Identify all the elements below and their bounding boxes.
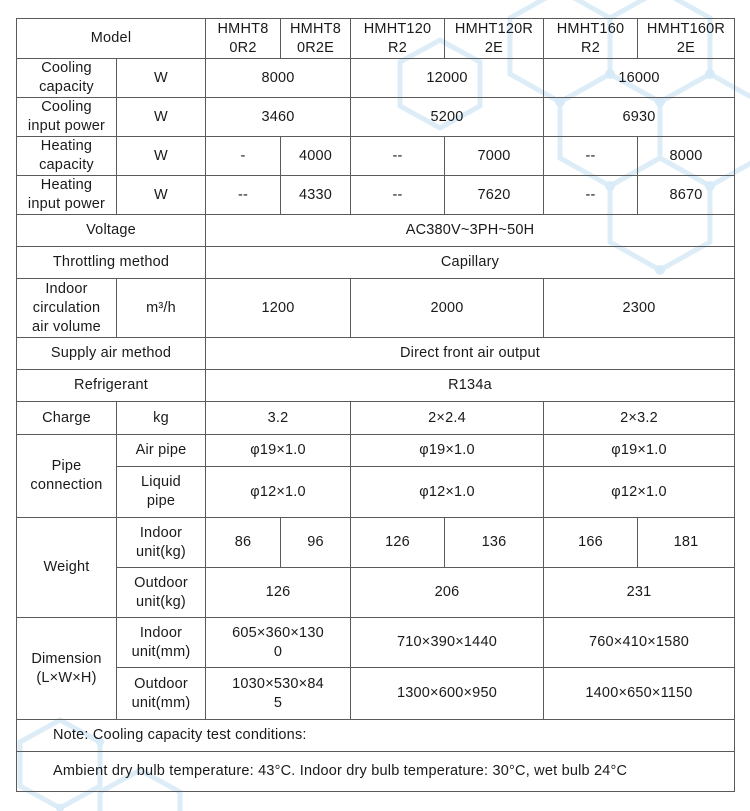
row-label: Heating capacity	[17, 137, 117, 176]
unit-label: W	[117, 137, 206, 176]
value-cell: 181	[638, 518, 735, 568]
value-cell: 2300	[544, 279, 735, 338]
charge-row	[17, 402, 735, 435]
model-label: Model	[17, 19, 206, 59]
value-cell: Direct front air output	[206, 338, 735, 370]
value-cell: --	[544, 137, 638, 176]
row-label: Pipe connection	[17, 435, 117, 518]
row-label: Supply air method	[17, 338, 206, 370]
value-cell: 126	[206, 568, 351, 618]
value-cell: 7620	[445, 176, 544, 215]
row-label: Voltage	[17, 215, 206, 247]
value-cell: 3460	[206, 98, 351, 137]
value-cell: 760×410×1580	[544, 618, 735, 668]
row-label: Heating input power	[17, 176, 117, 215]
value-cell: 12000	[351, 59, 544, 98]
sub-label: Indoor unit(kg)	[117, 518, 206, 568]
value-cell: 1300×600×950	[351, 668, 544, 720]
row-label: Cooling input power	[17, 98, 117, 137]
cooling-input-row	[17, 98, 735, 137]
value-cell: 1200	[206, 279, 351, 338]
value-cell: --	[544, 176, 638, 215]
value-cell: 605×360×130 0	[206, 618, 351, 668]
value-cell: --	[206, 176, 281, 215]
value-cell: AC380V~3PH~50H	[206, 215, 735, 247]
dimension-outdoor-row	[17, 668, 735, 720]
note-text: Note: Cooling capacity test conditions:	[17, 720, 735, 752]
pipe-liquid-row	[17, 467, 735, 518]
value-cell: 8000	[638, 137, 735, 176]
refrigerant-row	[17, 370, 735, 402]
indoor-air-volume-row	[17, 279, 735, 338]
value-cell: 16000	[544, 59, 735, 98]
value-cell: φ19×1.0	[351, 435, 544, 467]
value-cell: φ12×1.0	[206, 467, 351, 518]
weight-outdoor-row	[17, 568, 735, 618]
unit-label: W	[117, 98, 206, 137]
value-cell: 8000	[206, 59, 351, 98]
note-row	[17, 720, 735, 752]
row-label: Dimension (L×W×H)	[17, 618, 117, 720]
value-cell: -	[206, 137, 281, 176]
value-cell: 8670	[638, 176, 735, 215]
sub-label: Liquid pipe	[117, 467, 206, 518]
note-conditions-text: Ambient dry bulb temperature: 43°C. Indoor dry bulb temperature: 30°C, wet bulb 24°C	[17, 752, 735, 792]
value-cell: --	[351, 176, 445, 215]
sub-label: Air pipe	[117, 435, 206, 467]
sub-label: Outdoor unit(mm)	[117, 668, 206, 720]
value-cell: φ19×1.0	[544, 435, 735, 467]
model-name: HMHT120 R2	[351, 19, 445, 59]
unit-label: W	[117, 59, 206, 98]
row-label: Cooling capacity	[17, 59, 117, 98]
model-name: HMHT8 0R2	[206, 19, 281, 59]
model-name: HMHT160 R2	[544, 19, 638, 59]
specification-table	[16, 18, 735, 792]
dimension-indoor-row	[17, 618, 735, 668]
row-label: Indoor circulation air volume	[17, 279, 117, 338]
value-cell: 166	[544, 518, 638, 568]
value-cell: 1400×650×1150	[544, 668, 735, 720]
note-conditions-row	[17, 752, 735, 792]
value-cell: 2×3.2	[544, 402, 735, 435]
sub-label: Outdoor unit(kg)	[117, 568, 206, 618]
model-name: HMHT160R 2E	[638, 19, 735, 59]
value-cell: --	[351, 137, 445, 176]
row-label: Weight	[17, 518, 117, 618]
row-label: Charge	[17, 402, 117, 435]
value-cell: 1030×530×84 5	[206, 668, 351, 720]
value-cell: φ12×1.0	[351, 467, 544, 518]
value-cell: 7000	[445, 137, 544, 176]
value-cell: 206	[351, 568, 544, 618]
throttling-row	[17, 247, 735, 279]
value-cell: 126	[351, 518, 445, 568]
supply-air-row	[17, 338, 735, 370]
weight-indoor-row	[17, 518, 735, 568]
model-name: HMHT8 0R2E	[281, 19, 351, 59]
pipe-air-row	[17, 435, 735, 467]
value-cell: 5200	[351, 98, 544, 137]
value-cell: 710×390×1440	[351, 618, 544, 668]
value-cell: R134a	[206, 370, 735, 402]
heating-input-row	[17, 176, 735, 215]
value-cell: 231	[544, 568, 735, 618]
value-cell: 4000	[281, 137, 351, 176]
value-cell: 96	[281, 518, 351, 568]
cooling-capacity-row	[17, 59, 735, 98]
value-cell: φ19×1.0	[206, 435, 351, 467]
value-cell: 4330	[281, 176, 351, 215]
value-cell: 6930	[544, 98, 735, 137]
model-row	[17, 19, 735, 59]
sub-label: Indoor unit(mm)	[117, 618, 206, 668]
row-label: Refrigerant	[17, 370, 206, 402]
model-name: HMHT120R 2E	[445, 19, 544, 59]
value-cell: 86	[206, 518, 281, 568]
value-cell: Capillary	[206, 247, 735, 279]
row-label: Throttling method	[17, 247, 206, 279]
value-cell: 2×2.4	[351, 402, 544, 435]
unit-label: m³/h	[117, 279, 206, 338]
unit-label: W	[117, 176, 206, 215]
value-cell: φ12×1.0	[544, 467, 735, 518]
heating-capacity-row	[17, 137, 735, 176]
voltage-row	[17, 215, 735, 247]
value-cell: 136	[445, 518, 544, 568]
value-cell: 2000	[351, 279, 544, 338]
unit-label: kg	[117, 402, 206, 435]
value-cell: 3.2	[206, 402, 351, 435]
